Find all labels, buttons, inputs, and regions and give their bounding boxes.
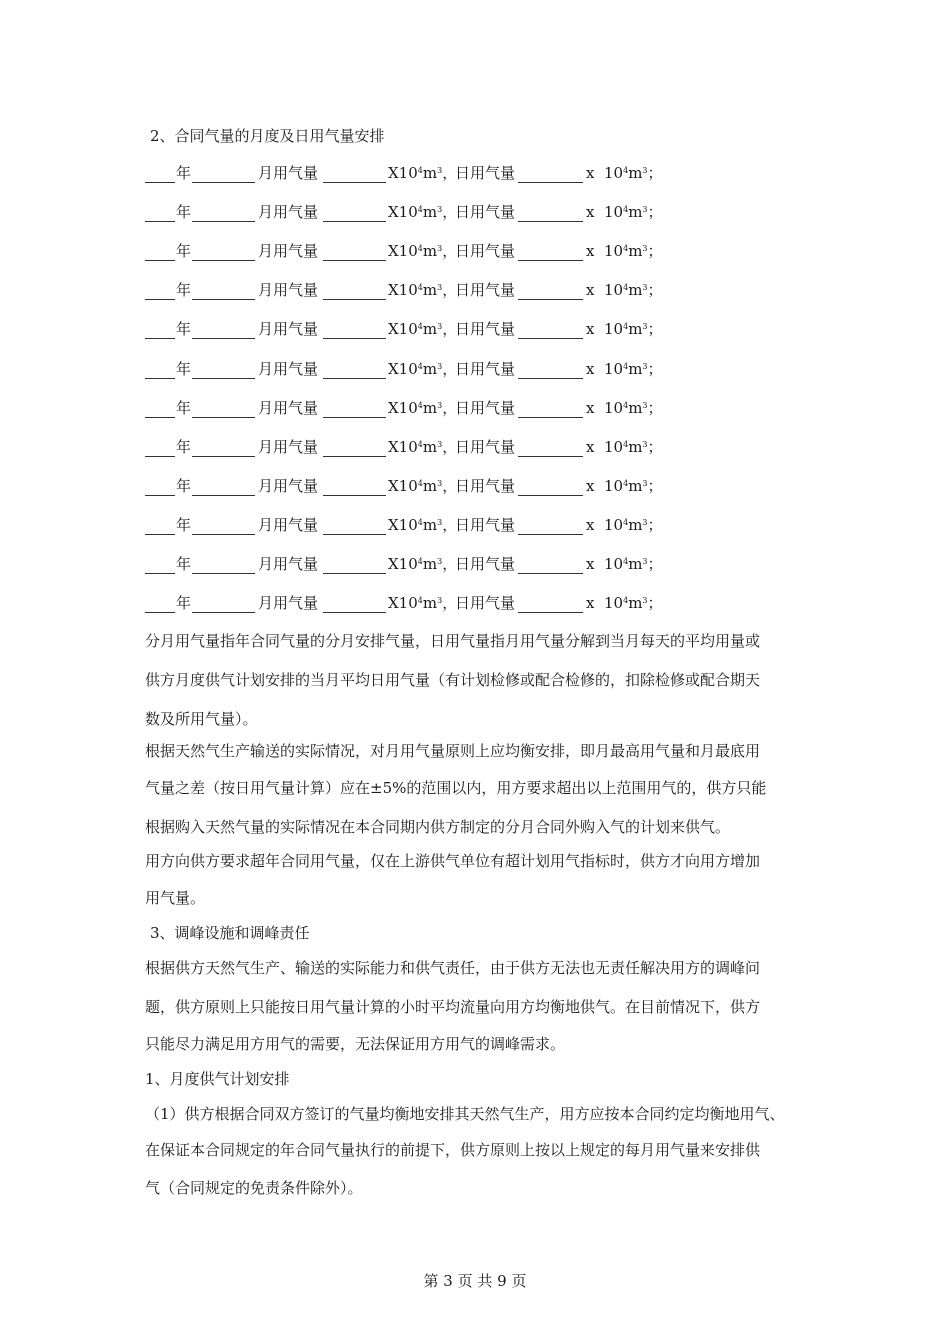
daily-gas-label: 日用气量 [455, 594, 516, 612]
monthly-gas-label: 月用气量 [258, 360, 319, 378]
daily-gas-label: 日用气量 [455, 438, 516, 456]
paragraph-2-line-1: 根据天然气生产输送的实际情况，对月用气量原则上应均衡安排，即月最高用气量和月最底用 [145, 742, 761, 760]
monthly-unit: $X10^4m^3$， [388, 320, 458, 338]
daily-gas-blank [518, 299, 583, 300]
paragraph-4-line-2: 题，供方原则上只能按日用气量计算的小时平均流量向用方均衡地供气。在目前情况下，供方 [145, 998, 761, 1016]
month-blank [192, 221, 255, 222]
year-blank [145, 417, 175, 418]
daily-gas-label: 日用气量 [455, 360, 516, 378]
paragraph-1-line-1: 分月用气量指年合同气量的分月安排气量，日用气量指月用气量分解到当月每天的平均用量或 [145, 632, 761, 650]
year-label: 年 [176, 320, 192, 338]
daily-gas-blank [518, 260, 583, 261]
monthly-gas-blank [323, 221, 386, 222]
year-label: 年 [176, 203, 192, 221]
paragraph-5-line-2: 在保证本合同规定的年合同气量执行的前提下，供方原则上按以上规定的每月用气量来安排供 [145, 1141, 761, 1159]
year-label: 年 [176, 516, 192, 534]
monthly-gas-label: 月用气量 [258, 477, 319, 495]
monthly-unit: $X10^4m^3$， [388, 360, 458, 378]
schedule-row [145, 241, 705, 263]
daily-gas-blank [518, 573, 583, 574]
monthly-gas-label: 月用气量 [258, 555, 319, 573]
schedule-row [145, 554, 705, 576]
daily-unit: x $10^4m^3$； [586, 164, 663, 182]
daily-gas-blank [518, 221, 583, 222]
monthly-unit: $X10^4m^3$， [388, 281, 458, 299]
daily-gas-blank [518, 338, 583, 339]
daily-gas-label: 日用气量 [455, 164, 516, 182]
monthly-gas-blank [323, 417, 386, 418]
monthly-gas-blank [323, 495, 386, 496]
daily-gas-blank [518, 182, 583, 183]
daily-unit: x $10^4m^3$； [586, 203, 663, 221]
daily-unit: x $10^4m^3$； [586, 320, 663, 338]
monthly-gas-label: 月用气量 [258, 399, 319, 417]
monthly-gas-blank [323, 534, 386, 535]
year-label: 年 [176, 242, 192, 260]
monthly-gas-blank [323, 573, 386, 574]
year-blank [145, 534, 175, 535]
monthly-gas-blank [323, 299, 386, 300]
daily-unit: x $10^4m^3$； [586, 360, 663, 378]
month-blank [192, 338, 255, 339]
schedule-row [145, 515, 705, 537]
schedule-row [145, 476, 705, 498]
monthly-gas-label: 月用气量 [258, 320, 319, 338]
year-blank [145, 299, 175, 300]
paragraph-1-line-2: 供方月度供气计划安排的当月平均日用气量（有计划检修或配合检修的，扣除检修或配合期天 [145, 671, 761, 689]
daily-gas-blank [518, 417, 583, 418]
paragraph-1-line-3: 数及所用气量）。 [145, 710, 258, 728]
paragraph-5-line-1: （1）供方根据合同双方签订的气量均衡地安排其天然气生产，用方应按本合同约定均衡地用气、 [145, 1105, 785, 1123]
month-blank [192, 456, 255, 457]
year-blank [145, 612, 175, 613]
paragraph-4-line-1: 根据供方天然气生产、输送的实际能力和供气责任，由于供方无法也无责任解决用方的调峰问 [145, 959, 761, 977]
monthly-unit: $X10^4m^3$， [388, 594, 458, 612]
paragraph-5-line-3: 气（合同规定的免责条件除外）。 [145, 1179, 363, 1197]
year-blank [145, 495, 175, 496]
month-blank [192, 573, 255, 574]
year-label: 年 [176, 477, 192, 495]
month-blank [192, 299, 255, 300]
year-blank [145, 260, 175, 261]
monthly-unit: $X10^4m^3$， [388, 164, 458, 182]
year-label: 年 [176, 281, 192, 299]
year-label: 年 [176, 438, 192, 456]
daily-unit: x $10^4m^3$； [586, 242, 663, 260]
schedule-row [145, 593, 705, 615]
month-blank [192, 612, 255, 613]
year-blank [145, 338, 175, 339]
daily-gas-label: 日用气量 [455, 242, 516, 260]
schedule-row [145, 163, 705, 185]
daily-gas-blank [518, 534, 583, 535]
daily-unit: x $10^4m^3$； [586, 281, 663, 299]
daily-gas-label: 日用气量 [455, 320, 516, 338]
monthly-unit: $X10^4m^3$， [388, 399, 458, 417]
schedule-row [145, 280, 705, 302]
year-blank [145, 182, 175, 183]
monthly-gas-label: 月用气量 [258, 242, 319, 260]
month-blank [192, 495, 255, 496]
monthly-gas-blank [323, 338, 386, 339]
schedule-row [145, 437, 705, 459]
daily-gas-label: 日用气量 [455, 477, 516, 495]
monthly-gas-label: 月用气量 [258, 164, 319, 182]
monthly-gas-blank [323, 260, 386, 261]
paragraph-3-line-1: 用方向供方要求超年合同用气量，仅在上游供气单位有超计划用气指标时，供方才向用方增加 [145, 852, 761, 870]
monthly-unit: $X10^4m^3$， [388, 516, 458, 534]
daily-gas-blank [518, 612, 583, 613]
monthly-gas-label: 月用气量 [258, 594, 319, 612]
year-label: 年 [176, 164, 192, 182]
daily-gas-label: 日用气量 [455, 555, 516, 573]
daily-gas-label: 日用气量 [455, 516, 516, 534]
daily-unit: x $10^4m^3$； [586, 399, 663, 417]
section-2-heading: 2、合同气量的月度及日用气量安排 [150, 127, 385, 145]
year-label: 年 [176, 594, 192, 612]
daily-unit: x $10^4m^3$； [586, 438, 663, 456]
paragraph-3-line-2: 用气量。 [145, 889, 206, 907]
paragraph-2-line-3: 根据购入天然气量的实际情况在本合同期内供方制定的分月合同外购入气的计划来供气。 [145, 818, 731, 836]
year-blank [145, 456, 175, 457]
monthly-gas-label: 月用气量 [258, 281, 319, 299]
daily-gas-label: 日用气量 [455, 281, 516, 299]
monthly-unit: $X10^4m^3$， [388, 555, 458, 573]
daily-gas-label: 日用气量 [455, 203, 516, 221]
month-blank [192, 260, 255, 261]
monthly-gas-label: 月用气量 [258, 438, 319, 456]
daily-gas-blank [518, 456, 583, 457]
monthly-unit: $X10^4m^3$， [388, 477, 458, 495]
schedule-row [145, 202, 705, 224]
monthly-gas-blank [323, 378, 386, 379]
section-3-heading: 3、调峰设施和调峰责任 [150, 924, 310, 942]
section-1-heading: 1、月度供气计划安排 [145, 1070, 290, 1088]
paragraph-4-line-3: 只能尽力满足用方用气的需要，无法保证用方用气的调峰需求。 [145, 1035, 566, 1053]
year-blank [145, 573, 175, 574]
schedule-row [145, 319, 705, 341]
year-blank [145, 378, 175, 379]
month-blank [192, 534, 255, 535]
monthly-unit: $X10^4m^3$， [388, 203, 458, 221]
daily-unit: x $10^4m^3$； [586, 594, 663, 612]
schedule-row [145, 398, 705, 420]
year-label: 年 [176, 360, 192, 378]
paragraph-2-line-2: 气量之差（按日用气量计算）应在±5%的范围以内，用方要求超出以上范围用气的，供方只能 [145, 779, 767, 797]
monthly-gas-blank [323, 612, 386, 613]
monthly-gas-blank [323, 182, 386, 183]
daily-unit: x $10^4m^3$； [586, 555, 663, 573]
monthly-unit: $X10^4m^3$， [388, 242, 458, 260]
year-label: 年 [176, 555, 192, 573]
daily-unit: x $10^4m^3$； [586, 477, 663, 495]
daily-gas-label: 日用气量 [455, 399, 516, 417]
schedule-row [145, 359, 705, 381]
daily-gas-blank [518, 495, 583, 496]
page-footer: 第 3 页 共 9 页 [423, 1272, 527, 1290]
month-blank [192, 417, 255, 418]
year-label: 年 [176, 399, 192, 417]
monthly-gas-label: 月用气量 [258, 203, 319, 221]
year-blank [145, 221, 175, 222]
monthly-gas-blank [323, 456, 386, 457]
daily-unit: x $10^4m^3$； [586, 516, 663, 534]
monthly-unit: $X10^4m^3$， [388, 438, 458, 456]
monthly-gas-label: 月用气量 [258, 516, 319, 534]
month-blank [192, 378, 255, 379]
daily-gas-blank [518, 378, 583, 379]
month-blank [192, 182, 255, 183]
